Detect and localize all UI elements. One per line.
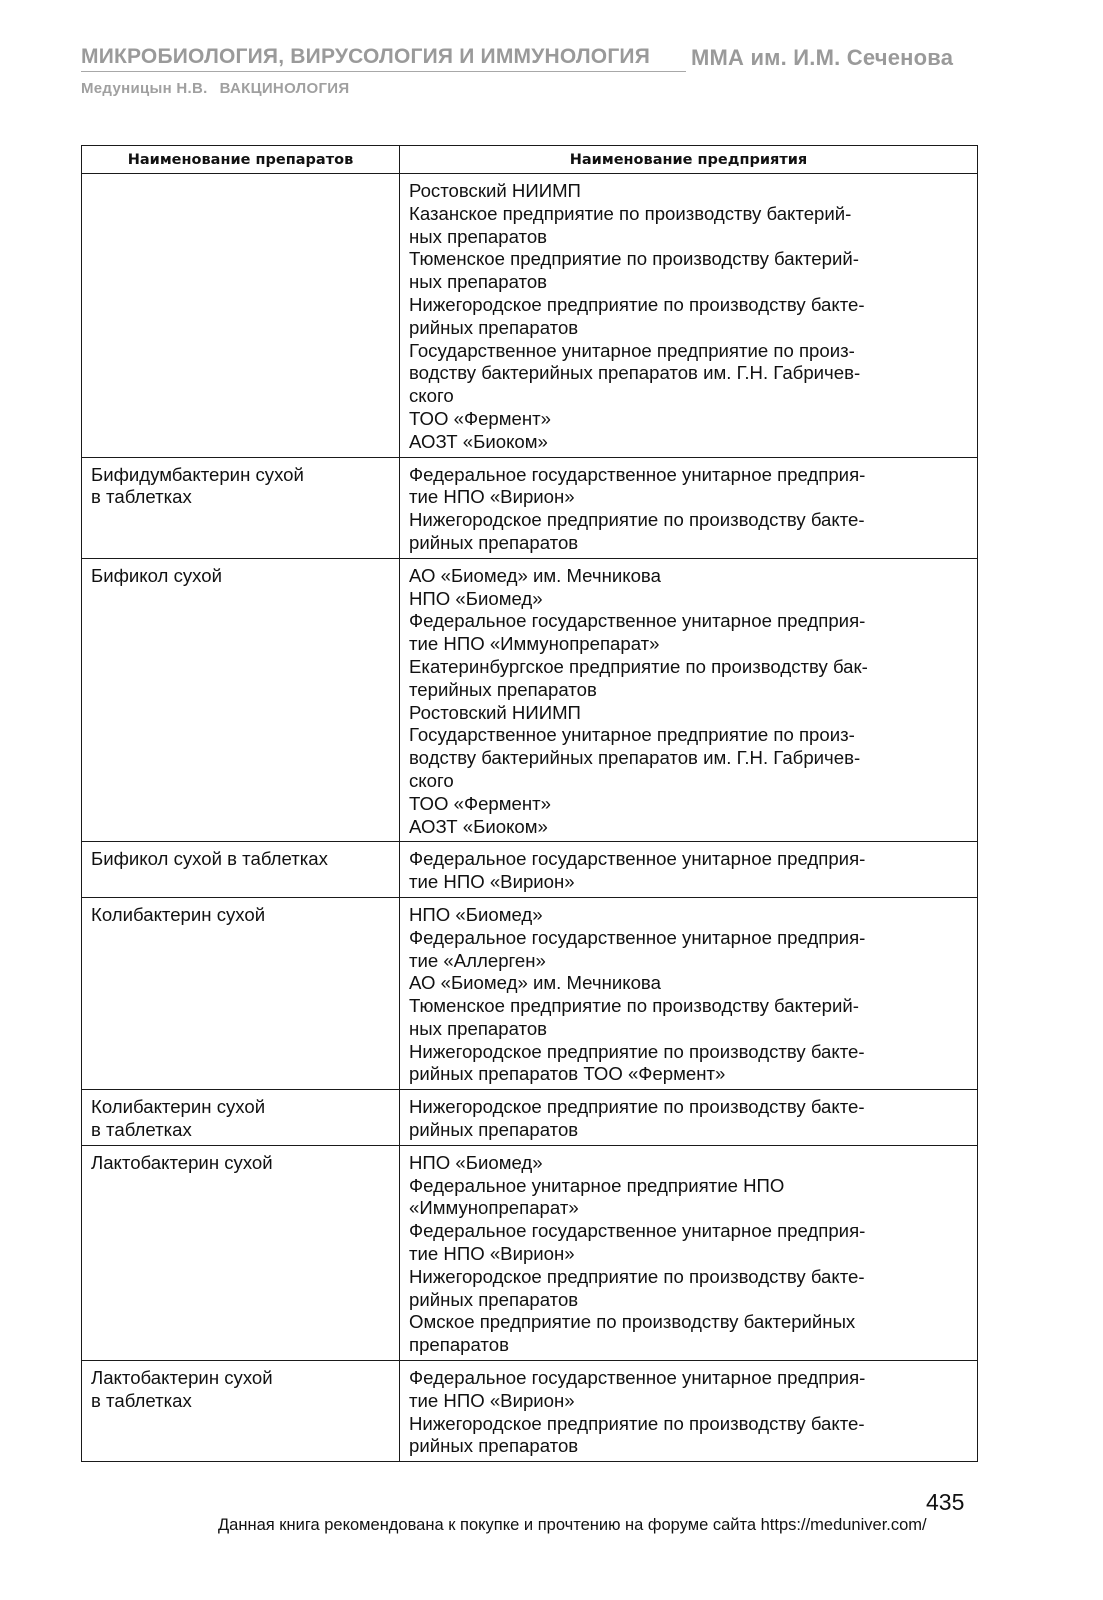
enterprise-list: [400, 1090, 978, 1146]
enterprise-name: Ростовский НИИМП: [409, 701, 581, 723]
enterprise-name: Тюменское предприятие по производству бактерий- ных препаратов: [409, 248, 859, 293]
table-row: [82, 1361, 978, 1462]
enterprise-name: Омское предприятие по производству бактерийных препаратов: [409, 1311, 856, 1356]
table-row: [82, 842, 978, 898]
table-row: [82, 457, 978, 558]
preparation-name: Колибактерин сухой в таблетках: [82, 1090, 400, 1146]
enterprise-name: АО «Биомед» им. Мечникова: [409, 564, 661, 586]
table-row: [82, 558, 978, 842]
enterprise-name: Государственное унитарное предприятие по произ- водству бактерийных препаратов им. Г.Н. Габричев- ского: [409, 724, 861, 791]
enterprise-name: Нижегородское предприятие по производству бакте- рийных препаратов: [409, 509, 865, 553]
preparations-table: [81, 145, 978, 1462]
table-row: [82, 1145, 978, 1360]
enterprise-name: ТОО «Фермент»: [409, 792, 552, 814]
enterprise-list: [400, 174, 978, 458]
column-header-enterprises: Наименование предприятия: [400, 146, 978, 174]
enterprise-name: АО «Биомед» им. Мечникова: [409, 972, 661, 994]
table-row: [82, 1090, 978, 1146]
preparation-name: Бификол сухой в таблетках: [82, 842, 400, 898]
preparation-name: Бифидумбактерин сухой в таблетках: [82, 457, 400, 558]
enterprise-name: Нижегородское предприятие по производству бакте- рийных препаратов: [409, 1265, 865, 1310]
table-row: [82, 174, 978, 458]
enterprise-name: Казанское предприятие по производству бактерий- ных препаратов: [409, 202, 852, 247]
enterprise-name: ТОО «Фермент»: [409, 407, 552, 429]
enterprise-list: [400, 897, 978, 1089]
enterprise-name: Тюменское предприятие по производству бактерий- ных препаратов: [409, 995, 859, 1039]
enterprise-name: Федеральное государственное унитарное предприя- тие НПО «Вирион»: [409, 848, 866, 893]
enterprise-name: АОЗТ «Биоком»: [409, 815, 548, 837]
page-number: 435: [926, 1489, 965, 1515]
enterprise-list: [400, 1361, 978, 1462]
enterprise-name: Федеральное государственное унитарное предприя- тие НПО «Иммунопрепарат»: [409, 610, 866, 655]
enterprise-name: Федеральное государственное унитарное предприя- тие НПО «Вирион»: [409, 1367, 866, 1411]
book-title: ВАКЦИНОЛОГИЯ: [219, 80, 350, 97]
table-body: [82, 174, 978, 1462]
running-header-subjects: МИКРОБИОЛОГИЯ, ВИРУСОЛОГИЯ И ИММУНОЛОГИЯ: [81, 45, 651, 68]
enterprise-list: [400, 842, 978, 898]
preparation-name: Лактобактерин сухой в таблетках: [82, 1361, 400, 1462]
preparation-name: Бификол сухой: [82, 558, 400, 842]
enterprise-name: Федеральное унитарное предприятие НПО «Иммунопрепарат»: [409, 1174, 785, 1219]
enterprise-list: [400, 1145, 978, 1360]
enterprise-list: [400, 558, 978, 842]
footer-note: Данная книга рекомендована к покупке и прочтению на форуме сайта https://meduniver.com/: [218, 1516, 927, 1534]
table-row: [82, 897, 978, 1089]
header-rule: [81, 71, 686, 72]
column-header-preparations: Наименование препаратов: [82, 146, 400, 174]
preparation-name: Лактобактерин сухой: [82, 1145, 400, 1360]
enterprise-name: НПО «Биомед»: [409, 903, 543, 925]
enterprise-name: Федеральное государственное унитарное предприя- тие НПО «Вирион»: [409, 463, 866, 508]
preparation-name: [82, 174, 400, 458]
book-author: Медуницын Н.В.: [81, 80, 208, 97]
enterprise-name: Федеральное государственное унитарное предприя- тие НПО «Вирион»: [409, 1220, 866, 1265]
enterprise-name: Нижегородское предприятие по производству бакте- рийных препаратов: [409, 293, 865, 338]
preparation-name: Колибактерин сухой: [82, 897, 400, 1089]
enterprise-name: НПО «Биомед»: [409, 1151, 543, 1173]
enterprise-name: Федеральное государственное унитарное предприя- тие «Аллерген»: [409, 926, 866, 971]
enterprise-name: Нижегородское предприятие по производству бакте- рийных препаратов: [409, 1412, 865, 1457]
enterprise-name: Государственное унитарное предприятие по произ- водству бактерийных препаратов им. Г.Н. Габричев- ского: [409, 339, 861, 407]
enterprise-name: Ростовский НИИМП: [409, 180, 581, 201]
enterprise-name: Нижегородское предприятие по производству бакте- рийных препаратов: [409, 1096, 865, 1141]
enterprise-name: АОЗТ «Биоком»: [409, 430, 548, 452]
book-header: [81, 80, 349, 97]
enterprise-name: Нижегородское предприятие по производству бакте- рийных препаратов ТОО «Фермент»: [409, 1040, 865, 1085]
enterprise-name: Екатеринбургское предприятие по производству бак- терийных препаратов: [409, 655, 868, 700]
enterprise-name: НПО «Биомед»: [409, 587, 543, 609]
table-header-row: [82, 146, 978, 174]
enterprise-list: [400, 457, 978, 558]
running-header-institution: ММА им. И.М. Сеченова: [691, 45, 954, 70]
